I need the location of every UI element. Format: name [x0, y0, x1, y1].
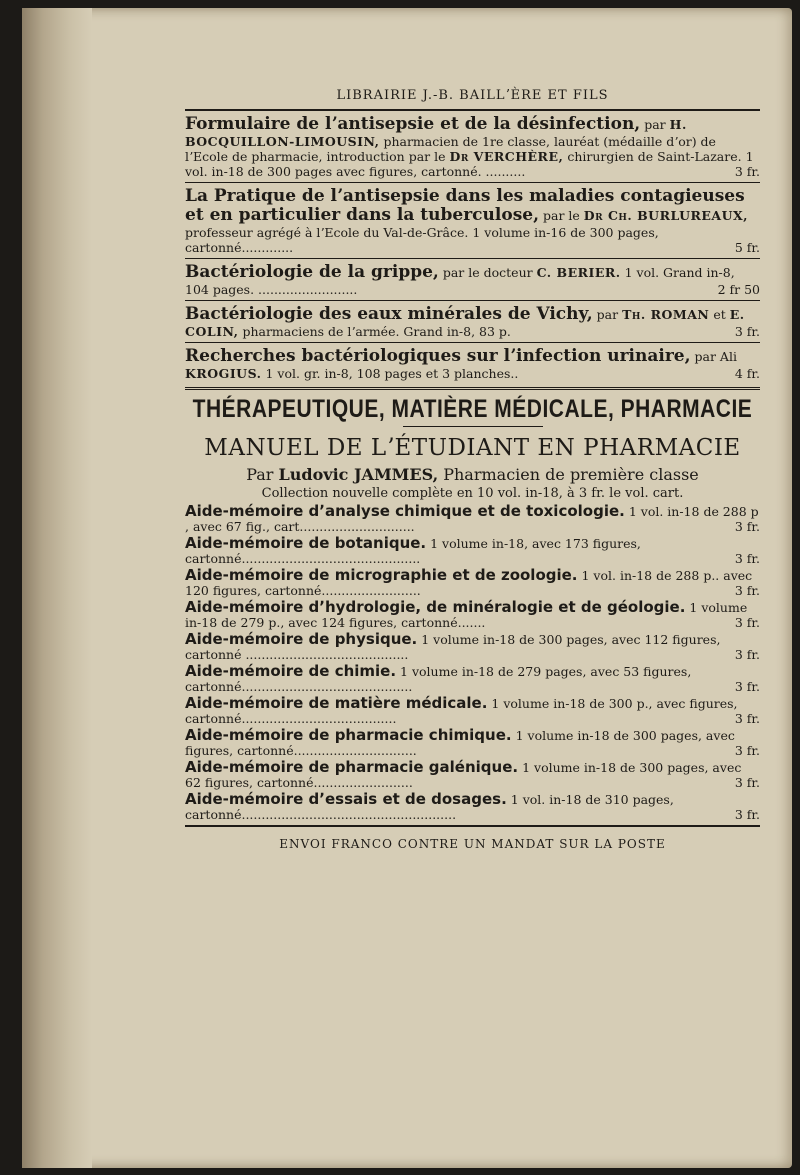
- entry-title: Bactériologie des eaux minérales de Vichy,: [185, 304, 593, 324]
- aide-price: 3 fr.: [734, 615, 760, 630]
- aide-price: 3 fr.: [734, 583, 760, 598]
- book-page: [22, 8, 792, 1168]
- catalog-entries: [185, 113, 760, 383]
- entry-title: Recherches bactériologiques sur lʼinfection urinaire,: [185, 346, 691, 366]
- catalog-entry: [185, 261, 760, 303]
- aide-title: Aide-mémoire de botanique.: [185, 534, 427, 552]
- aide-title: Aide-mémoire de chimie.: [185, 662, 397, 680]
- entry-desc: professeur agrégé à lʼEcole du Val-de-Grâce. 1 volume in-16 de 300 pages, cartonné.............: [185, 225, 659, 255]
- aide-memoire-item: [185, 567, 760, 599]
- short-rule: [403, 426, 543, 427]
- entry-title: La Pratique de lʼantisepsie dans les maladies contagieuses et en particulier dans la tuberculose,: [185, 186, 745, 225]
- aide-memoire-item: [185, 535, 760, 567]
- entry-desc2: pharmaciens de lʼarmée. Grand in-8, 83 p.: [242, 324, 511, 339]
- page-content: [185, 88, 760, 851]
- aide-price: 3 fr.: [734, 743, 760, 758]
- aide-price: 3 fr.: [734, 551, 760, 566]
- manuel-byline: [185, 465, 760, 484]
- book-spine: [22, 8, 92, 1168]
- section-title: THÉRAPEUTIQUE, MATIÈRE MÉDICALE, PHARMACIE: [192, 395, 753, 424]
- aide-price: 3 fr.: [734, 519, 760, 534]
- manuel-title: MANUEL DE LʼÉTUDIANT EN PHARMACIE: [204, 435, 741, 461]
- catalog-entry: [185, 113, 760, 185]
- aide-price: 3 fr.: [734, 679, 760, 694]
- entry-par: par: [596, 307, 619, 322]
- header-rule: [185, 109, 760, 111]
- aide-desc: 1 vol. in-18 de 288 p.. avec 120 figures, cartonné.........................: [185, 568, 753, 598]
- aide-desc: 1 volume in-18 de 300 pages, avec 112 figures, cartonné .........................................: [185, 632, 721, 662]
- aide-title: Aide-mémoire dʼhydrologie, de minéralogie et de géologie.: [185, 598, 686, 616]
- page-header: LIBRAIRIE J.-B. BAILLʼÈRE ET FILS: [336, 88, 609, 103]
- entry-price: 5 fr.: [734, 240, 760, 255]
- entry-author2: Dr VERCHÈRE,: [449, 149, 564, 164]
- entry-par: par le: [542, 208, 580, 223]
- entry-desc: 1 vol. Grand in-8, 104 pages. .........................: [185, 265, 735, 297]
- aide-memoire-item: [185, 663, 760, 695]
- section-rule: [185, 387, 760, 390]
- entry-separator: [185, 258, 760, 259]
- entry-price: 3 fr.: [734, 324, 760, 339]
- entry-author: H. BOCQUILLON-LIMOUSIN,: [185, 117, 687, 149]
- catalog-entry: [185, 345, 760, 383]
- entry-author: C. BERIER.: [536, 265, 621, 280]
- aide-memoire-list: [185, 503, 760, 823]
- aide-price: 3 fr.: [734, 775, 760, 790]
- entry-desc: et: [713, 307, 726, 322]
- entry-separator: [185, 182, 760, 183]
- aide-title: Aide-mémoire de micrographie et de zoologie.: [185, 566, 578, 584]
- catalog-entry: [185, 185, 760, 261]
- entry-price: 3 fr.: [734, 164, 760, 179]
- aide-desc: 1 volume in-18 de 300 pages, avec figures, cartonné...............................: [185, 728, 735, 758]
- aide-title: Aide-mémoire dʼanalyse chimique et de toxicologie.: [185, 502, 625, 520]
- entry-title: Bactériologie de la grippe,: [185, 262, 439, 282]
- aide-memoire-item: [185, 631, 760, 663]
- collection-note: Collection nouvelle complète en 10 vol. in-18, à 3 fr. le vol. cart.: [261, 486, 684, 501]
- entry-par: par Ali: [694, 349, 737, 364]
- aide-desc: 1 vol. in-18 de 288 p , avec 67 fig., cart.............................: [185, 504, 759, 534]
- aide-price: 3 fr.: [734, 807, 760, 822]
- aide-memoire-item: [185, 695, 760, 727]
- aide-memoire-item: [185, 599, 760, 631]
- entry-author2: E. COLIN,: [185, 307, 745, 339]
- entry-price: 4 fr.: [734, 366, 760, 381]
- entry-price: 2 fr 50: [717, 282, 760, 297]
- entry-desc2: chirurgien de Saint-Lazare. 1 vol. in-18 de 300 pages avec figures, cartonné. ..........: [185, 149, 754, 179]
- aide-title: Aide-mémoire de physique.: [185, 630, 418, 648]
- entry-separator: [185, 342, 760, 343]
- aide-desc: 1 vol. in-18 de 310 pages, cartonné......................................................: [185, 792, 674, 822]
- aide-price: 3 fr.: [734, 647, 760, 662]
- aide-memoire-item: [185, 759, 760, 791]
- aide-title: Aide-mémoire de pharmacie chimique.: [185, 726, 512, 744]
- aide-desc: 1 volume in-18 de 279 p., avec 124 figures, cartonné.......: [185, 600, 748, 630]
- byline-author: Ludovic JAMMES,: [278, 465, 439, 484]
- byline-par: Par: [246, 465, 274, 484]
- entry-separator: [185, 300, 760, 301]
- footer-rule: [185, 825, 760, 827]
- aide-desc: 1 volume in-18, avec 173 figures, cartonné.............................................: [185, 536, 641, 566]
- aide-desc: 1 volume in-18 de 300 p., avec figures, cartonné.......................................: [185, 696, 738, 726]
- entry-author: KROGIUS.: [185, 366, 262, 381]
- aide-desc: 1 volume in-18 de 300 pages, avec 62 figures, cartonné.........................: [185, 760, 742, 790]
- entry-title: Formulaire de lʼantisepsie et de la désinfection,: [185, 114, 641, 134]
- aide-desc: 1 volume in-18 de 279 pages, avec 53 figures, cartonné...........................................: [185, 664, 692, 694]
- entry-desc: pharmacien de 1re classe, lauréat (médaille dʼor) de lʼEcole de pharmacie, introduction par le: [185, 134, 716, 164]
- entry-par: par le docteur: [442, 265, 533, 280]
- byline-role: Pharmacien de première classe: [443, 465, 699, 484]
- entry-author: Dr Ch. BURLUREAUX,: [583, 208, 749, 223]
- catalog-entry: [185, 303, 760, 345]
- aide-memoire-item: [185, 727, 760, 759]
- entry-desc: 1 vol. gr. in-8, 108 pages et 3 planches..: [265, 366, 519, 381]
- entry-par: par: [644, 117, 666, 132]
- aide-memoire-item: [185, 503, 760, 535]
- aide-title: Aide-mémoire de pharmacie galénique.: [185, 758, 519, 776]
- aide-price: 3 fr.: [734, 711, 760, 726]
- aide-memoire-item: [185, 791, 760, 823]
- page-footer: ENVOI FRANCO CONTRE UN MANDAT SUR LA POSTE: [279, 837, 666, 851]
- aide-title: Aide-mémoire dʼessais et de dosages.: [185, 790, 507, 808]
- aide-title: Aide-mémoire de matière médicale.: [185, 694, 488, 712]
- entry-author: Th. ROMAN: [622, 307, 710, 322]
